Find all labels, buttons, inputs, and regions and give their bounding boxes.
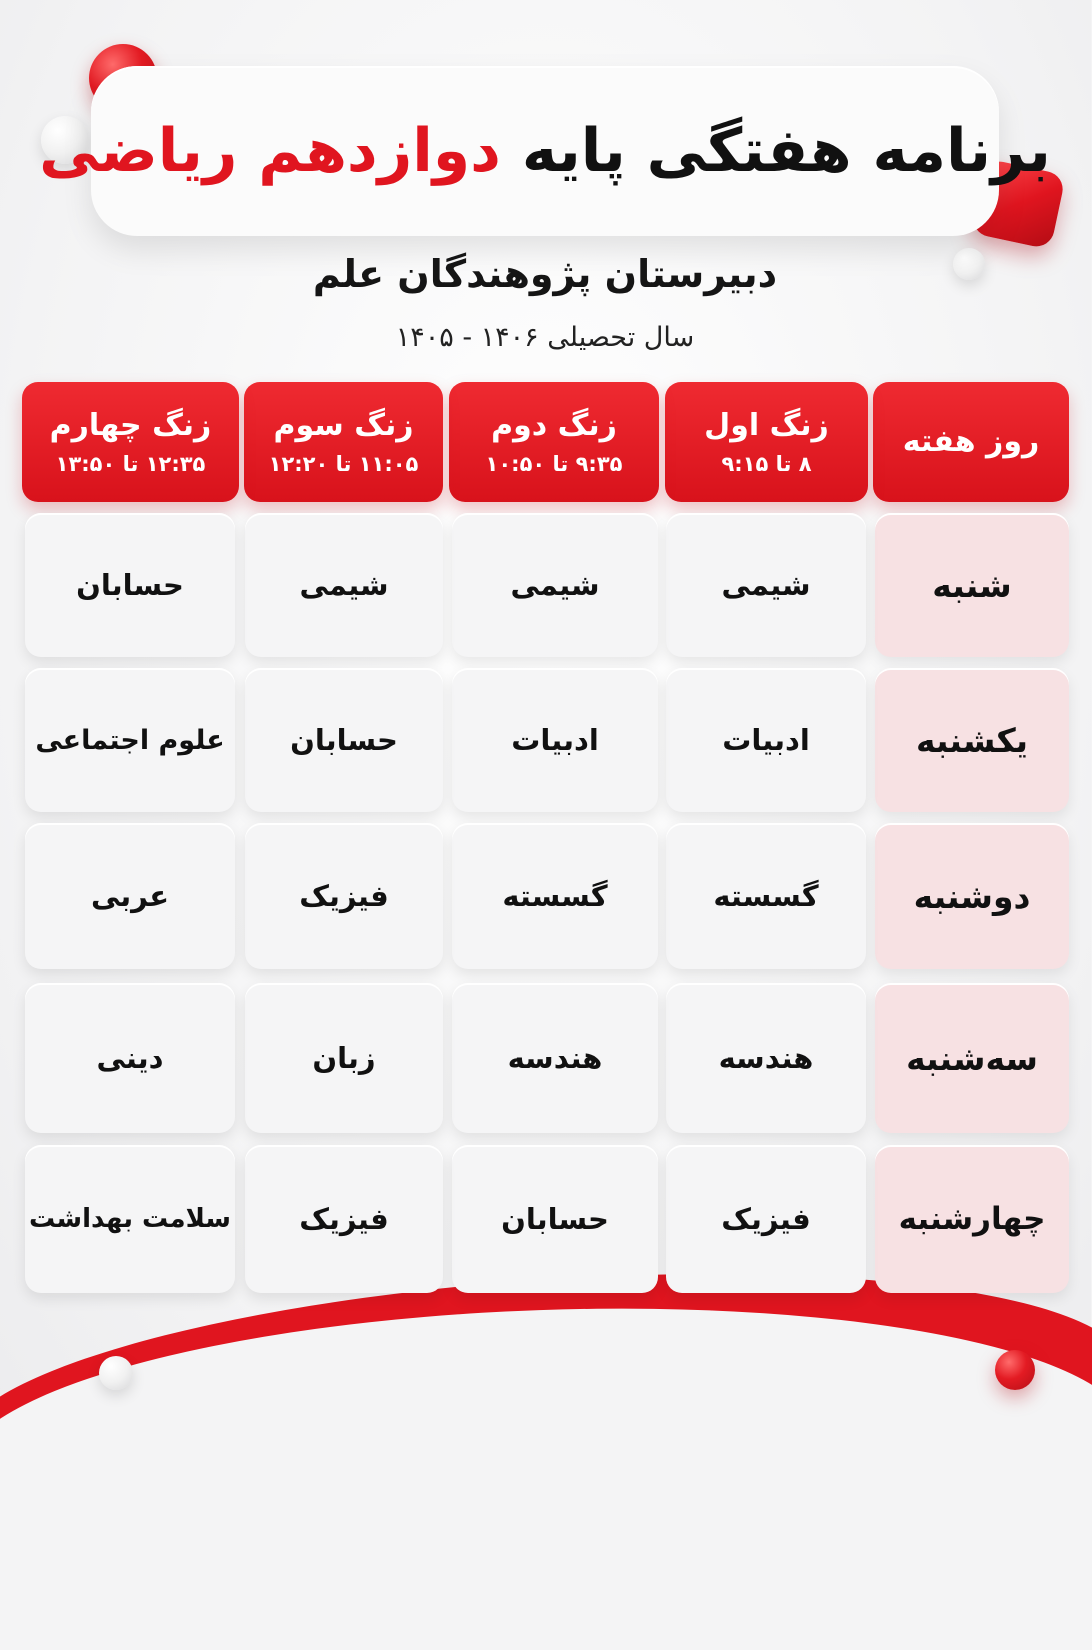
page-title: [40, 116, 1052, 186]
title-accent: دوازدهم ریاضی: [40, 116, 502, 186]
school-name: دبیرستان پژوهندگان علم: [313, 252, 779, 296]
subject-cell: شیمی: [453, 513, 659, 657]
subject-cell: ادبیات: [453, 668, 659, 812]
period-time: ۸ تا ۹:۱۵: [722, 452, 813, 476]
subject-cell: فیزیک: [246, 1145, 444, 1293]
period-header: [245, 382, 444, 502]
title-main: برنامه هفتگی پایه: [522, 116, 1052, 186]
period-header: [23, 382, 240, 502]
subject-cell: ادبیات: [667, 668, 867, 812]
subject-cell: فیزیک: [246, 823, 444, 969]
title-card: [40, 66, 1052, 236]
day-cell: یکشنبه: [876, 668, 1070, 812]
period-label: زنگ چهارم: [50, 408, 213, 443]
period-header: [666, 382, 869, 502]
period-label: زنگ سوم: [274, 408, 415, 443]
subject-cell: گسسته: [453, 823, 659, 969]
subject-cell: علوم اجتماعی: [26, 668, 236, 812]
period-time: ۱۱:۰۵ تا ۱۲:۲۰: [269, 452, 420, 476]
academic-year: سال تحصیلی ۱۴۰۶ - ۱۴۰۵: [396, 322, 696, 353]
day-header-label: روز هفته: [903, 424, 1041, 459]
subject-cell: شیمی: [246, 513, 444, 657]
period-label: زنگ دوم: [492, 408, 618, 443]
decorative-white-ball: [100, 1356, 134, 1390]
subject-cell: سلامت بهداشت: [26, 1145, 236, 1293]
subject-cell: شیمی: [667, 513, 867, 657]
period-time: ۱۲:۳۵ تا ۱۳:۵۰: [56, 452, 207, 476]
subject-cell: گسسته: [667, 823, 867, 969]
subject-cell: حسابان: [453, 1145, 659, 1293]
subject-cell: دینی: [26, 983, 236, 1133]
period-label: زنگ اول: [705, 408, 830, 443]
subject-cell: فیزیک: [667, 1145, 867, 1293]
day-column-header: [874, 382, 1070, 502]
subject-cell: هندسه: [667, 983, 867, 1133]
period-time: ۹:۳۵ تا ۱۰:۵۰: [486, 452, 624, 476]
decorative-red-ball: [996, 1350, 1036, 1390]
day-cell: دوشنبه: [876, 823, 1070, 969]
subject-cell: عربی: [26, 823, 236, 969]
day-cell: شنبه: [876, 513, 1070, 657]
subject-cell: حسابان: [26, 513, 236, 657]
subject-cell: حسابان: [246, 668, 444, 812]
subject-cell: زبان: [246, 983, 444, 1133]
subject-cell: هندسه: [453, 983, 659, 1133]
day-cell: سه‌شنبه: [876, 983, 1070, 1133]
day-cell: چهارشنبه: [876, 1145, 1070, 1293]
period-header: [450, 382, 660, 502]
